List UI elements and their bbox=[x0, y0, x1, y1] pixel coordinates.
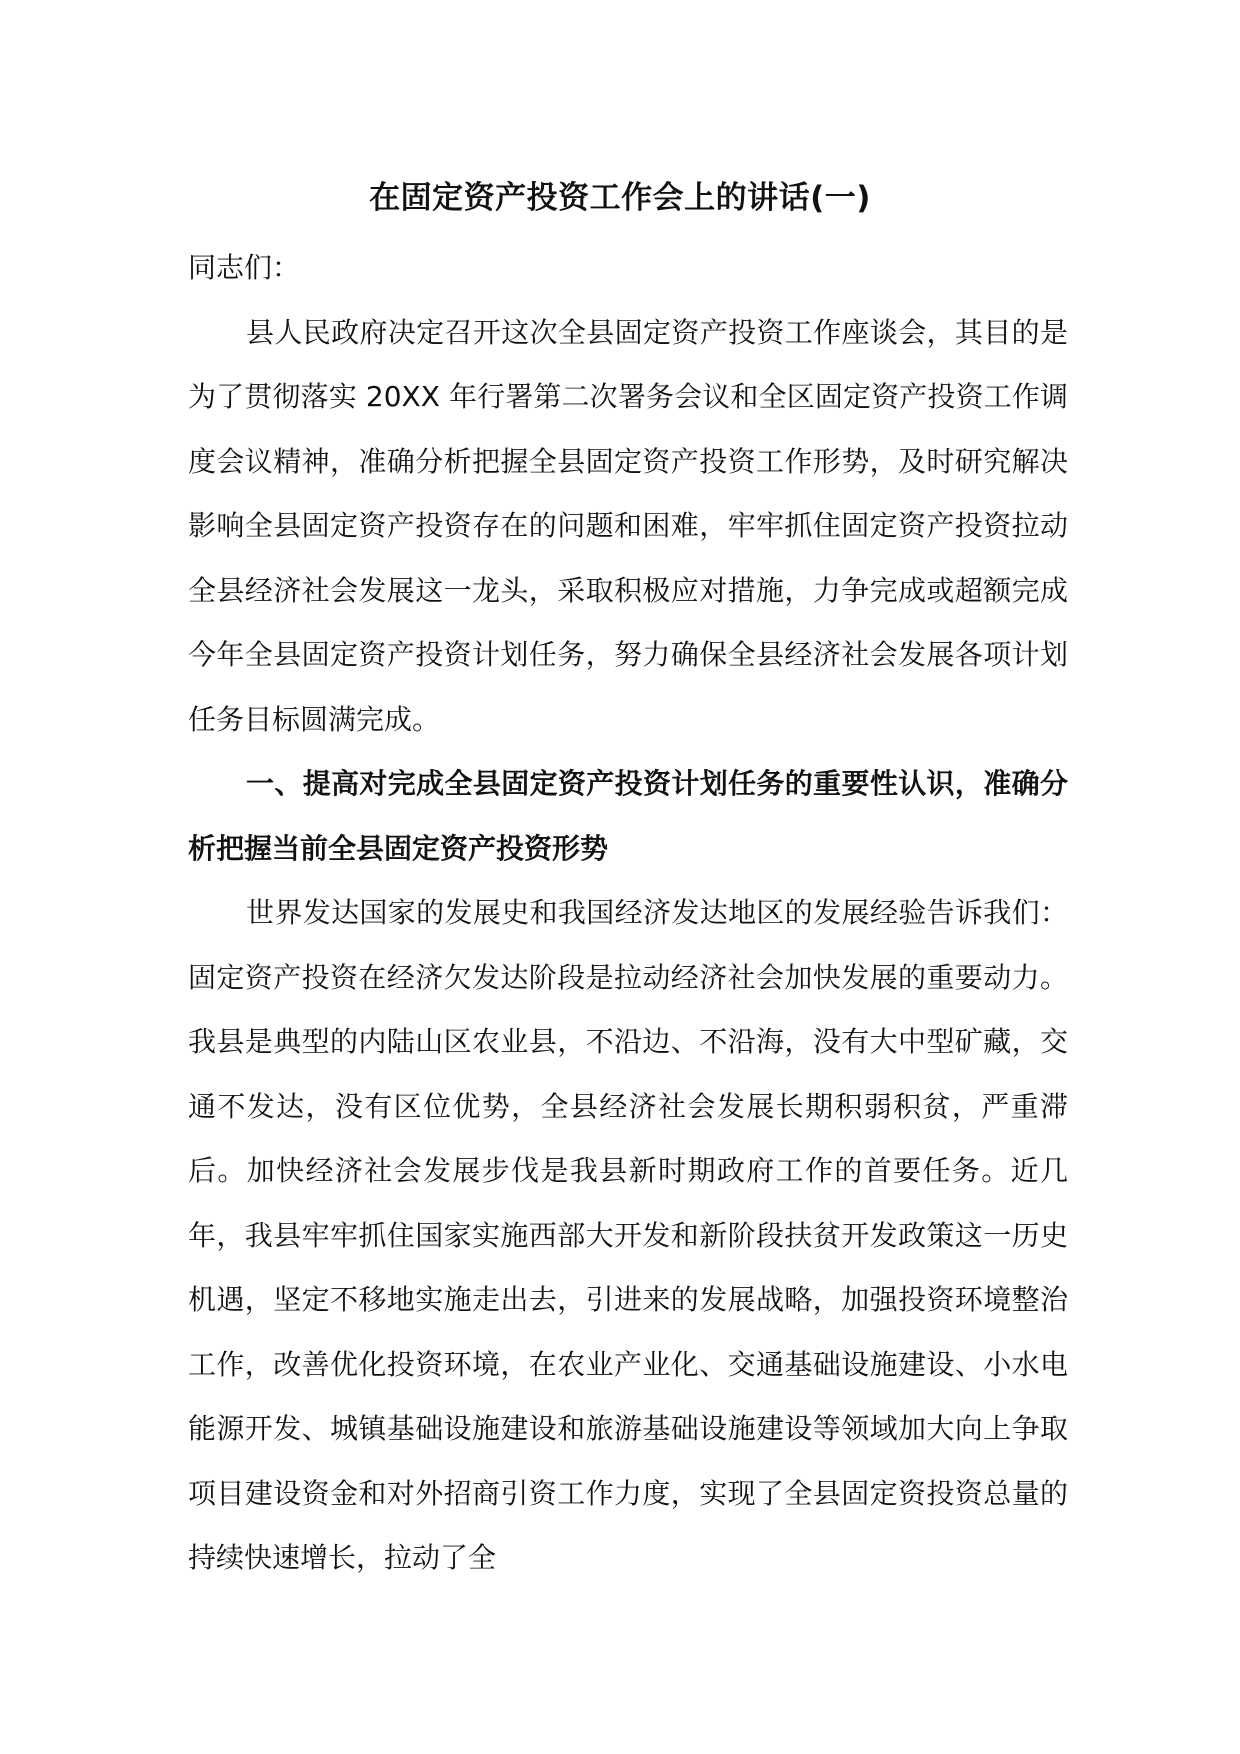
intro-paragraph: 县人民政府决定召开这次全县固定资产投资工作座谈会，其目的是为了贯彻落实 20XX 年行署第二次署务会议和全区固定资产投资工作调度会议精神，准确分析把握全县固定资产投资工作形势，及时研究解决影响全县固定资产投资存在的问题和困难，牢牢抓住固定资产投资拉动全县经济社会发展这一龙头，采取积极应对措施，力争完成或超额完成今年全县固定资产投资计划任务，努力确保全县经济社会发展各项计划任务目标圆满完成。 bbox=[188, 315, 1068, 736]
section-heading: 一、提高对完成全县固定资产投资计划任务的重要性认识，准确分析把握当前全县固定资产投资形势 bbox=[188, 767, 1068, 865]
document-body bbox=[188, 236, 1068, 1591]
document-title: 在固定资产投资工作会上的讲话(一) bbox=[369, 180, 871, 216]
section-paragraph: 世界发达国家的发展史和我国经济发达地区的发展经验告诉我们：固定资产投资在经济欠发达阶段是拉动经济社会加快发展的重要动力。我县是典型的内陆山区农业县，不沿边、不沿海，没有大中型矿藏，交通不发达，没有区位优势，全县经济社会发展长期积弱积贫，严重滞后。加快经济社会发展步伐是我县新时期政府工作的首要任务。近几年，我县牢牢抓住国家实施西部大开发和新阶段扶贫开发政策这一历史机遇，坚定不移地实施走出去，引进来的发展战略，加强投资环境整治工作，改善优化投资环境，在农业产业化、交通基础设施建设、小水电能源开发、城镇基础设施建设和旅游基础设施建设等领域加大向上争取项目建设资金和对外招商引资工作力度，实现了全县固定资投资总量的持续快速增长，拉动了全 bbox=[188, 896, 1068, 1574]
salutation: 同志们： bbox=[188, 251, 301, 284]
